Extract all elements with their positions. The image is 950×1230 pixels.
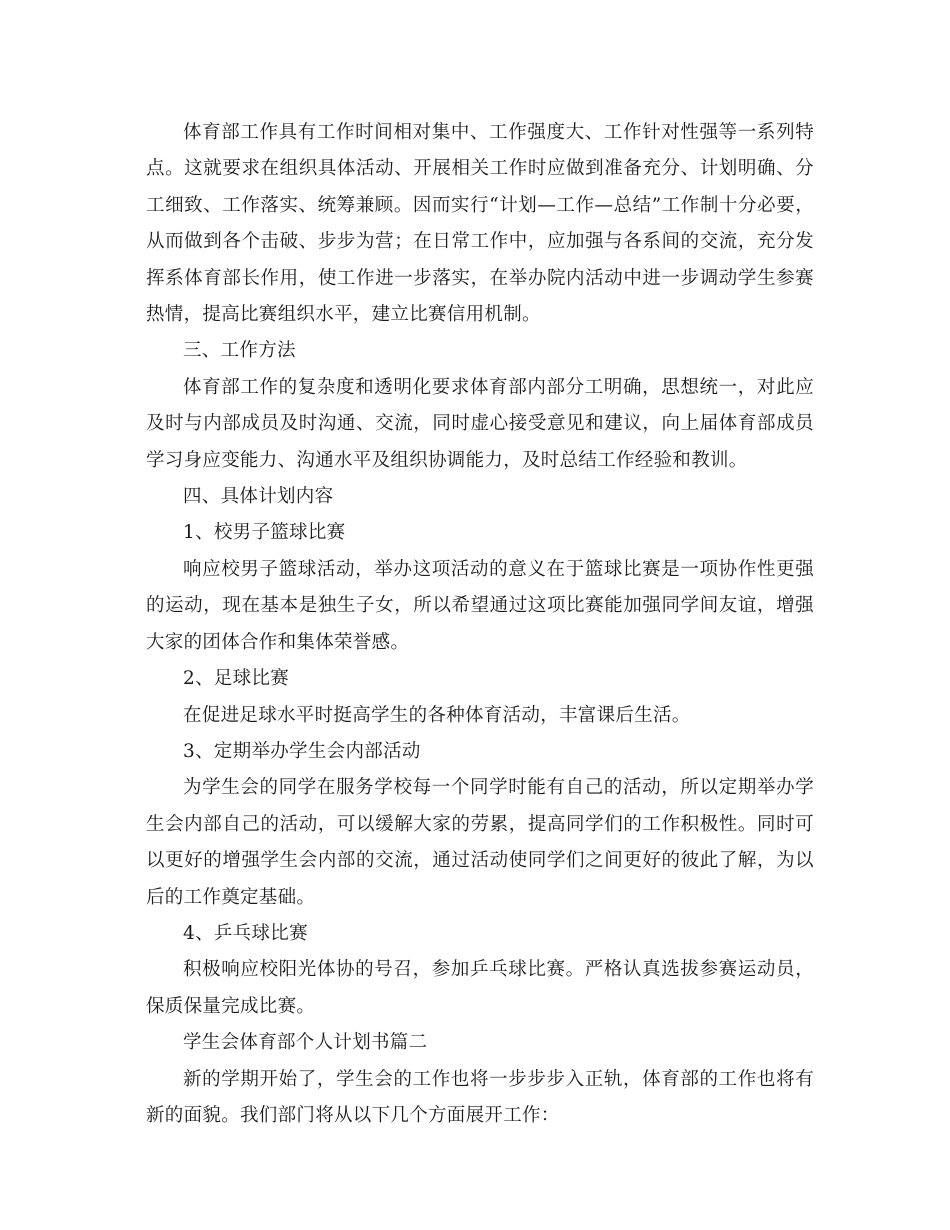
heading-table-tennis: 4、乒乓球比赛: [183, 922, 308, 944]
heading-internal-activities: 3、定期举办学生会内部活动: [183, 740, 421, 762]
paragraph-internal-activities: 为学生会的同学在服务学校每一个同学时能有自己的活动，所以定期举办学生会内部自己的活动，可以缓解大家的劳累，提高同学们的工作积极性。同时可以更好的增强学生会内部的交流，通过活动使同学们之间更好的彼此了解，为以后的工作奠定基础。: [146, 777, 814, 908]
heading-basketball: 1、校男子篮球比赛: [183, 522, 346, 544]
heading-work-methods: 三、工作方法: [183, 340, 296, 362]
paragraph-football: 在促进足球水平时挺高学生的各种体育活动，丰富课后生活。: [183, 704, 691, 726]
heading-football: 2、足球比赛: [183, 668, 290, 690]
paragraph-work-characteristics: 体育部工作具有工作时间相对集中、工作强度大、工作针对性强等一系列特点。这就要求在组织具体活动、开展相关工作时应做到准备充分、计划明确、分工细致、工作落实、统筹兼顾。因而实行“计划—工作—总结”工作制十分必要，从而做到各个击破、步步为营；在日常工作中，应加强与各系间的交流，充分发挥系体育部长作用，使工作进一步落实，在举办院内活动中进一步调动学生参赛热情，提高比赛组织水平，建立比赛信用机制。: [146, 122, 814, 326]
heading-plan-content: 四、具体计划内容: [183, 486, 334, 508]
paragraph-table-tennis: 积极响应校阳光体协的号召，参加乒乓球比赛。严格认真选拔参赛运动员，保质保量完成比赛。: [146, 959, 814, 1017]
paragraph-new-semester: 新的学期开始了，学生会的工作也将一步步步入正轨，体育部的工作也将有新的面貌。我们部门将从以下几个方面展开工作：: [146, 1068, 814, 1126]
paragraph-basketball: 响应校男子篮球活动，举办这项活动的意义在于篮球比赛是一项协作性更强的运动，现在基本是独生子女，所以希望通过这项比赛能加强同学间友谊，增强大家的团体合作和集体荣誉感。: [146, 558, 814, 653]
heading-plan-part-two: 学生会体育部个人计划书篇二: [183, 1032, 428, 1054]
document-body: [146, 115, 814, 1134]
paragraph-work-methods: 体育部工作的复杂度和透明化要求体育部内部分工明确，思想统一，对此应及时与内部成员及时沟通、交流，同时虚心接受意见和建议，向上届体育部成员学习身应变能力、沟通水平及组织协调能力，及时总结工作经验和教训。: [146, 376, 814, 471]
